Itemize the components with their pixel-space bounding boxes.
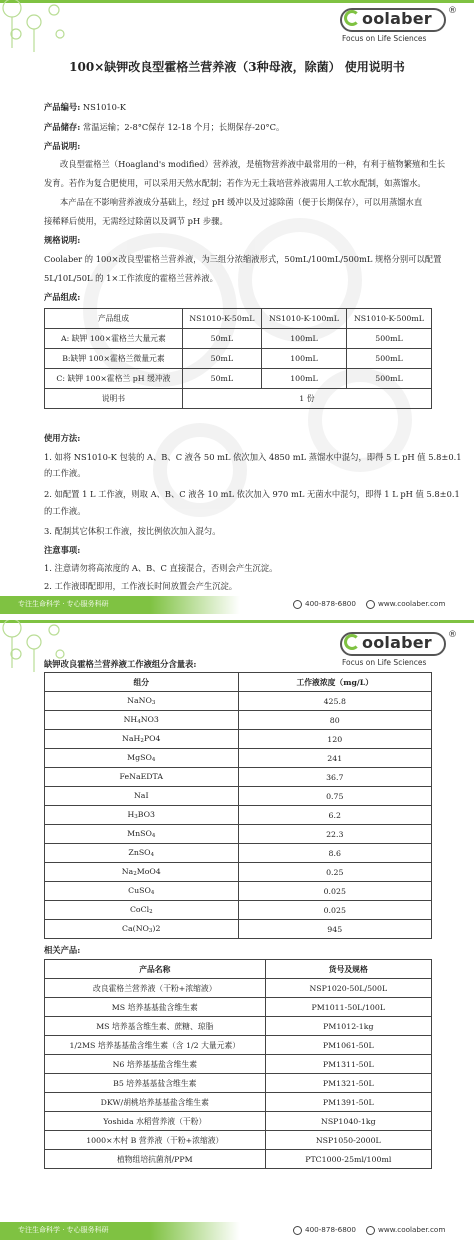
formula-part: Ca(NO xyxy=(122,924,149,933)
usage-line: 1. 如将 NS1010-K 包装的 A、B、C 液各 50 mL 依次加入 4850 mL 蒸馏水中混匀，即得 5 L pH 值 5.8±0.1 xyxy=(44,452,462,462)
table-row xyxy=(45,1150,432,1169)
formula-part: )2 xyxy=(152,924,161,933)
table-row xyxy=(45,901,432,920)
concentration-cell: 945 xyxy=(238,920,432,939)
table-row xyxy=(45,844,432,863)
table-row xyxy=(45,1036,432,1055)
component-name-cell xyxy=(45,825,239,844)
table-row xyxy=(45,369,432,389)
page-title: 100×缺钾改良型霍格兰营养液（3种母液，除菌） 使用说明书 xyxy=(69,60,405,74)
table-cell: 500mL xyxy=(346,329,431,349)
logo-tagline: Focus on Life Sciences xyxy=(342,34,427,43)
logo-c-icon xyxy=(344,10,360,26)
description-line: 接稀释后使用，无需经过除菌以及调节 pH 步骤。 xyxy=(44,216,228,226)
table-cell: 100mL xyxy=(261,369,346,389)
footer-slogan: 专注生命科学 · 专心服务科研 xyxy=(18,1226,109,1234)
formula-part: ZnSO xyxy=(128,848,151,857)
component-name-cell xyxy=(45,730,239,749)
component-name-cell xyxy=(45,711,239,730)
page-footer xyxy=(0,1222,474,1240)
manual-page-2 xyxy=(0,620,474,1250)
storage-label: 产品储存: xyxy=(44,122,81,132)
table-header-cell: 组分 xyxy=(45,673,239,692)
usage-line: 2. 如配置 1 L 工作液，则取 A、B、C 液各 10 mL 依次加入 970 mL 无菌水中混匀，即得 1 L pH 值 5.8±0.1 xyxy=(44,489,460,499)
related-products-table xyxy=(44,959,432,1169)
product-name-cell: 1000×木村 B 营养液（干粉+浓缩液） xyxy=(45,1131,266,1150)
product-code-value: NS1010-K xyxy=(82,102,126,112)
description-line: 本产品在不影响营养液成分基础上，经过 pH 缓冲以及过滤除菌（便于长期保存），可以用蒸馏水直 xyxy=(60,197,423,207)
spec-line: Coolaber 的 100×改良型霍格兰营养液，为三组分浓缩液形式，50mL/100mL/500mL 规格分别可以配置 xyxy=(44,254,442,264)
table-row xyxy=(45,979,432,998)
product-code-cell: PM1061-50L xyxy=(265,1036,431,1055)
table-cell: 1 份 xyxy=(182,389,431,409)
table-row xyxy=(45,749,432,768)
composition-table xyxy=(44,308,432,409)
product-name-cell: 1/2MS 培养基基盐含维生素（含 1/2 大量元素） xyxy=(45,1036,266,1055)
formula-subscript: 2 xyxy=(140,738,144,744)
notes-label: 注意事项: xyxy=(44,545,81,555)
product-code-cell: NSP1050-2000L xyxy=(265,1131,431,1150)
usage-line: 3. 配制其它体积工作液，按比例依次加入混匀。 xyxy=(44,526,221,536)
formula-subscript: 4 xyxy=(150,852,155,858)
related-title: 相关产品: xyxy=(44,945,81,955)
concentration-cell: 241 xyxy=(238,749,432,768)
product-name-cell: 改良霍格兰营养液（干粉+浓缩液） xyxy=(45,979,266,998)
description-label: 产品说明: xyxy=(44,141,81,151)
usage-line: 的工作液。 xyxy=(44,468,86,478)
table-cell: 说明书 xyxy=(45,389,183,409)
formula-part: NaNO xyxy=(127,696,152,705)
concentration-cell: 0.025 xyxy=(238,882,432,901)
table-cell: 100mL xyxy=(261,349,346,369)
table-row xyxy=(45,998,432,1017)
formula-subscript: 4 xyxy=(150,890,155,896)
formula-part: PO4 xyxy=(143,734,161,743)
manual-page-1 xyxy=(0,0,474,620)
table-row xyxy=(45,711,432,730)
component-name-cell xyxy=(45,806,239,825)
table-cell: 50mL xyxy=(182,349,261,369)
table-cell: 50mL xyxy=(182,369,261,389)
formula-part: Na xyxy=(121,867,134,876)
formula-part: MnSO xyxy=(127,829,152,838)
product-code-cell: PTC1000-25ml/100ml xyxy=(265,1150,431,1169)
component-name-cell xyxy=(45,749,239,768)
spec-line: 5L/10L/50L 的 1×工作浓度的霍格兰营养液。 xyxy=(44,273,218,283)
component-name-cell xyxy=(45,768,239,787)
table-row xyxy=(45,389,432,409)
phone-icon xyxy=(293,600,302,609)
formula-subscript: 3 xyxy=(134,814,138,820)
product-code-cell: PM1311-50L xyxy=(265,1055,431,1074)
components-table-body xyxy=(45,692,432,939)
footer-slogan: 专注生命科学 · 专心服务科研 xyxy=(18,600,109,608)
formula-part: CoCl xyxy=(129,905,150,914)
formula-subscript: 2 xyxy=(149,909,153,915)
formula-subscript: 3 xyxy=(148,928,153,934)
table-row xyxy=(45,863,432,882)
registered-mark: ® xyxy=(448,630,457,640)
logo-text: oolaber xyxy=(362,633,432,652)
composition-label: 产品组成: xyxy=(44,292,81,302)
formula-part: H xyxy=(127,810,135,819)
table-cell: 500mL xyxy=(346,369,431,389)
logo-tagline: Focus on Life Sciences xyxy=(342,658,427,667)
product-name-cell: MS 培养基含维生素、蔗糖、琼脂 xyxy=(45,1017,266,1036)
table-cell: 500mL xyxy=(346,349,431,369)
spec-label: 规格说明: xyxy=(44,235,81,245)
concentration-cell: 6.2 xyxy=(238,806,432,825)
table-header-cell: 货号及规格 xyxy=(265,960,431,979)
footer-phone: 400-878-6800 xyxy=(305,599,356,608)
storage-value: 常温运输；2-8°C保存 12-18 个月；长期保存-20°C。 xyxy=(82,122,285,132)
formula-subscript: 3 xyxy=(151,700,156,706)
table-cell: 50mL xyxy=(182,329,261,349)
table-header-cell: NS1010-K-100mL xyxy=(261,309,346,329)
logo-text: oolaber xyxy=(362,9,432,28)
formula-subscript: 4 xyxy=(151,833,156,839)
table-row xyxy=(45,1112,432,1131)
component-name-cell xyxy=(45,863,239,882)
product-name-cell: DKW/胡桃培养基基盐含维生素 xyxy=(45,1093,266,1112)
concentration-cell: 0.25 xyxy=(238,863,432,882)
table-row xyxy=(45,1055,432,1074)
table-cell: A: 缺钾 100×霍格兰大量元素 xyxy=(45,329,183,349)
table-header-cell: 产品组成 xyxy=(45,309,183,329)
component-name-cell xyxy=(45,844,239,863)
formula-part: MgSO xyxy=(127,753,152,762)
footer-band-fade xyxy=(150,596,240,614)
product-name-cell: 植物组培抗菌剂/PPM xyxy=(45,1150,266,1169)
product-name-cell: N6 培养基基盐含维生素 xyxy=(45,1055,266,1074)
table-cell: C: 缺钾 100×霍格兰 pH 缓冲液 xyxy=(45,369,183,389)
phone-icon xyxy=(293,1226,302,1235)
component-name-cell xyxy=(45,920,239,939)
table-cell: B:缺钾 100×霍格兰微量元素 xyxy=(45,349,183,369)
table-row xyxy=(45,692,432,711)
table-row xyxy=(45,329,432,349)
footer-website: www.coolaber.com xyxy=(378,599,446,608)
formula-part: NH xyxy=(123,715,138,724)
component-name-cell xyxy=(45,692,239,711)
table-header-cell: 产品名称 xyxy=(45,960,266,979)
table-header-cell: NS1010-K-50mL xyxy=(182,309,261,329)
concentration-cell: 80 xyxy=(238,711,432,730)
component-name-cell xyxy=(45,787,239,806)
concentration-cell: 0.75 xyxy=(238,787,432,806)
concentration-cell: 36.7 xyxy=(238,768,432,787)
concentration-cell: 22.3 xyxy=(238,825,432,844)
product-code-cell: PM1012-1kg xyxy=(265,1017,431,1036)
usage-line: 的工作液。 xyxy=(44,506,86,516)
concentration-cell: 120 xyxy=(238,730,432,749)
product-code-row xyxy=(44,101,126,114)
table-row xyxy=(45,920,432,939)
table-header-row xyxy=(45,309,432,329)
coolaber-logo xyxy=(340,632,460,670)
table-row xyxy=(45,768,432,787)
table-header-cell: NS1010-K-500mL xyxy=(346,309,431,329)
description-line: 发育。若作为复合肥使用，可以采用天然水配制；若作为无土栽培营养液需用人工软水配制，如蒸馏水。 xyxy=(44,178,426,188)
concentration-cell: 0.025 xyxy=(238,901,432,920)
concentration-cell: 8.6 xyxy=(238,844,432,863)
table-header-row xyxy=(45,960,432,979)
description-line: 改良型霍格兰（Hoagland's modified）营养液，是植物营养液中最常用的一种，有利于植物繁殖和生长 xyxy=(60,159,446,169)
footer-band-fade xyxy=(150,1222,240,1240)
table-header-cell: 工作液浓度（mg/L） xyxy=(238,673,432,692)
globe-icon xyxy=(366,1226,375,1235)
table-header-row xyxy=(45,673,432,692)
product-name-cell: B5 培养基基盐含维生素 xyxy=(45,1074,266,1093)
logo-c-icon xyxy=(344,634,360,650)
product-code-cell: NSP1040-1kg xyxy=(265,1112,431,1131)
table-row xyxy=(45,787,432,806)
table-row xyxy=(45,730,432,749)
globe-icon xyxy=(366,600,375,609)
formula-part: NaI xyxy=(133,791,149,800)
table-row xyxy=(45,825,432,844)
formula-part: MoO4 xyxy=(136,867,161,876)
formula-part: CuSO xyxy=(128,886,151,895)
footer-phone: 400-878-6800 xyxy=(305,1225,356,1234)
product-code-cell: PM1321-50L xyxy=(265,1074,431,1093)
related-table-body xyxy=(45,979,432,1169)
table-row xyxy=(45,1093,432,1112)
storage-row xyxy=(44,121,284,134)
components-table xyxy=(44,672,432,939)
table-row xyxy=(45,1074,432,1093)
formula-part: FeNaEDTA xyxy=(119,772,163,781)
registered-mark: ® xyxy=(448,6,457,16)
product-name-cell: MS 培养基基盐含维生素 xyxy=(45,998,266,1017)
components-title: 缺钾改良霍格兰营养液工作液组分含量表: xyxy=(44,659,197,669)
formula-subscript: 2 xyxy=(133,871,137,877)
formula-part: BO3 xyxy=(137,810,156,819)
coolaber-logo xyxy=(340,8,460,46)
table-cell: 100mL xyxy=(261,329,346,349)
table-row xyxy=(45,882,432,901)
footer-website: www.coolaber.com xyxy=(378,1225,446,1234)
formula-subscript: 4 xyxy=(137,719,141,725)
formula-part: NO3 xyxy=(140,715,159,724)
formula-subscript: 4 xyxy=(151,757,156,763)
product-name-cell: Yoshida 水稻营养液（干粉） xyxy=(45,1112,266,1131)
component-name-cell xyxy=(45,901,239,920)
component-name-cell xyxy=(45,882,239,901)
table-row xyxy=(45,1017,432,1036)
formula-part: NaH xyxy=(122,734,141,743)
table-row xyxy=(45,349,432,369)
notes-line: 1. 注意请勿将高浓度的 A、B、C 直接混合，否则会产生沉淀。 xyxy=(44,563,278,573)
product-code-cell: PM1011-50L/100L xyxy=(265,998,431,1017)
notes-line: 2. 工作液即配即用，工作液长时间放置会产生沉淀。 xyxy=(44,581,238,591)
product-code-cell: PM1391-50L xyxy=(265,1093,431,1112)
usage-label: 使用方法: xyxy=(44,433,81,443)
product-code-cell: NSP1020-50L/500L xyxy=(265,979,431,998)
concentration-cell: 425.8 xyxy=(238,692,432,711)
product-code-label: 产品编号: xyxy=(44,102,81,112)
table-row xyxy=(45,806,432,825)
page-footer xyxy=(0,596,474,614)
table-row xyxy=(45,1131,432,1150)
